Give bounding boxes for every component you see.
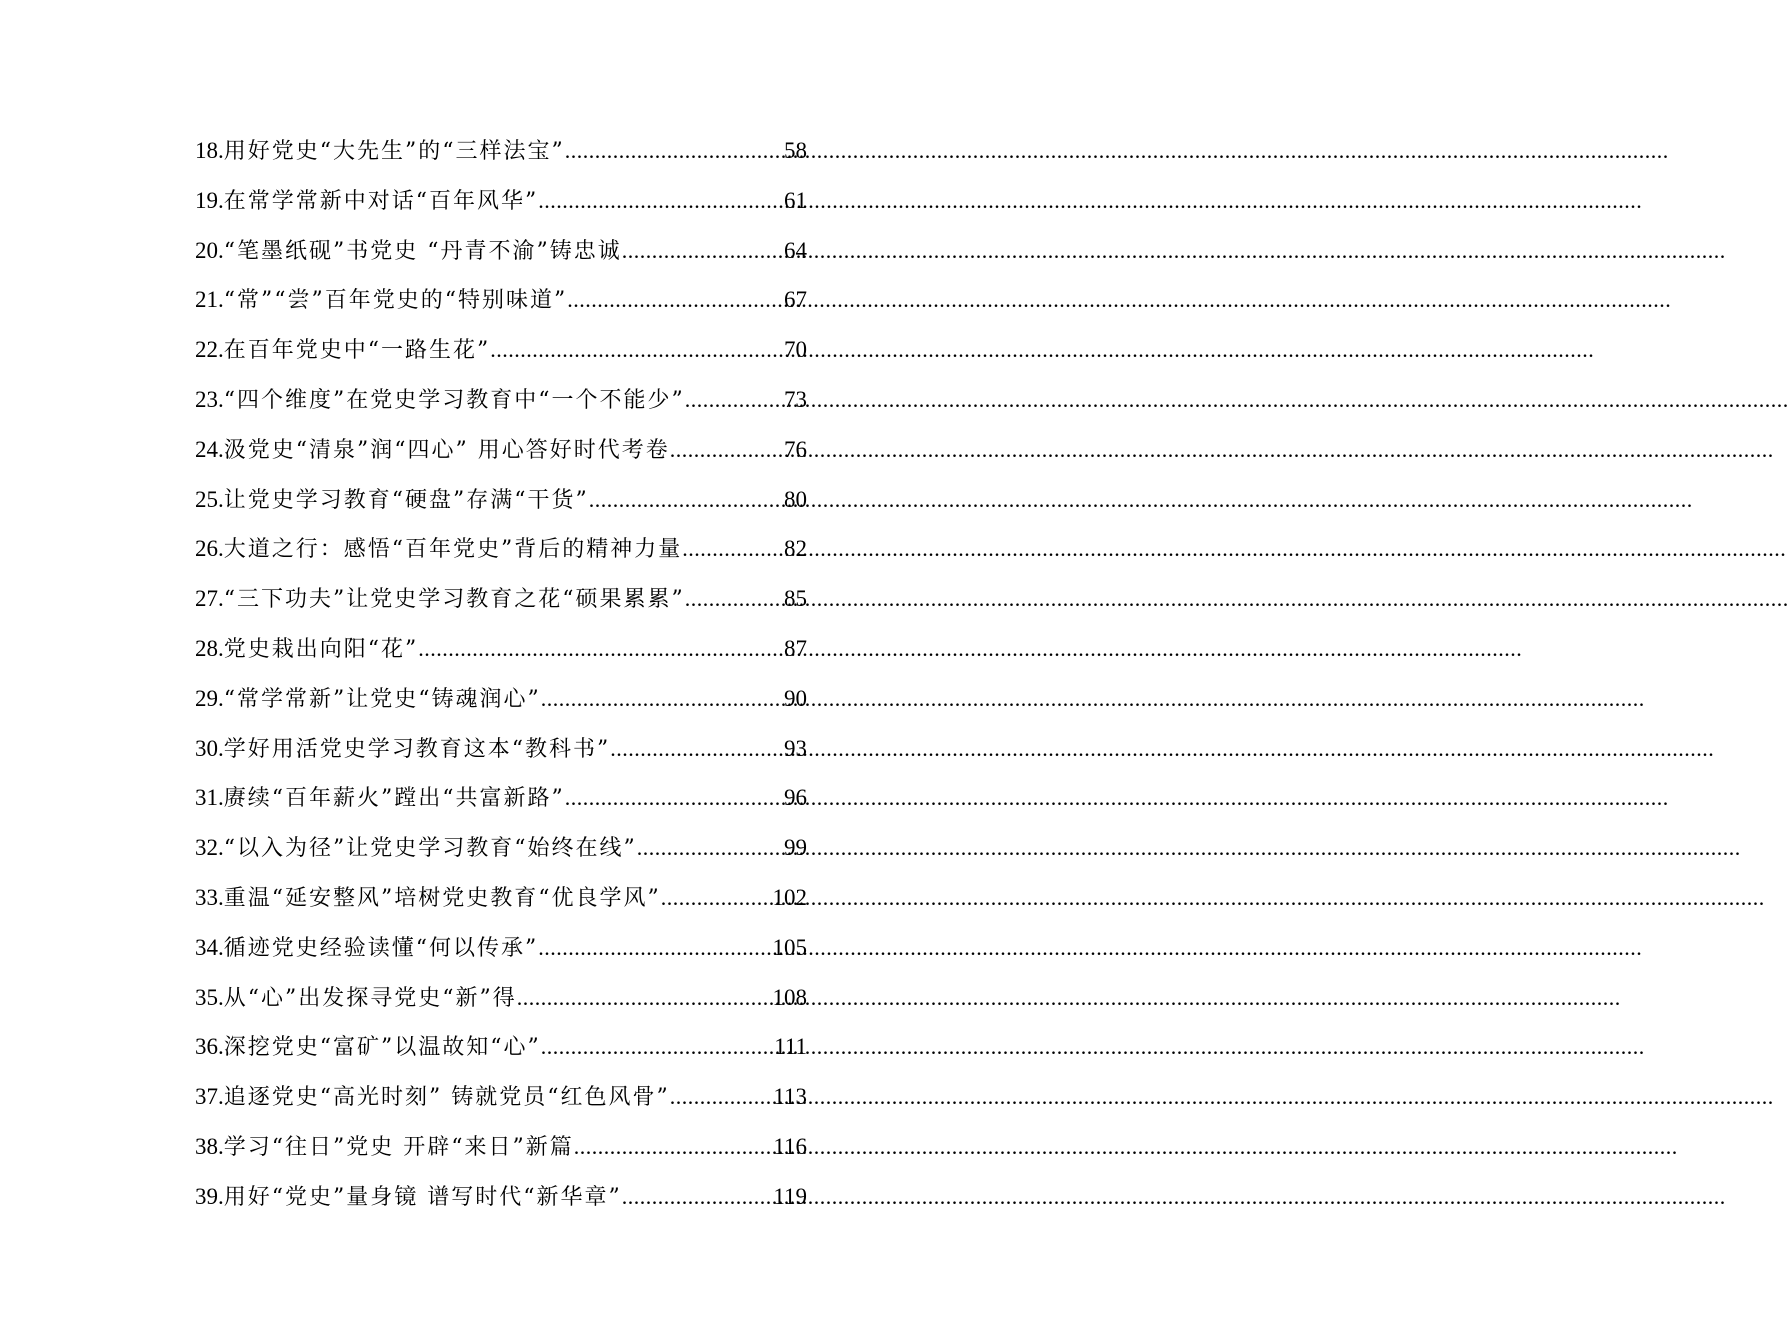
dot-leader: [538, 176, 784, 226]
dot-leader: [418, 624, 784, 674]
entry-title: 在百年党史中“一路生花”: [223, 338, 491, 364]
toc-entry-22[interactable]: [195, 325, 807, 375]
entry-page-number: 116: [773, 1133, 807, 1159]
entry-title: 学好用活党史学习教育这本“教科书”: [223, 736, 611, 762]
dot-leader: [685, 574, 784, 624]
entry-page-number: 61: [784, 187, 807, 213]
entry-number: 20.: [195, 237, 224, 263]
entry-title: 学习“往日”党史 开辟“来日”新篇: [223, 1134, 574, 1160]
entry-number: 24.: [195, 436, 224, 462]
entry-title: 重温“延安整风”培树党史教育“优良学风”: [223, 885, 661, 911]
entry-page-number: 93: [784, 735, 807, 761]
entry-page-number: 90: [784, 685, 807, 711]
entry-page-number: 76: [784, 436, 807, 462]
toc-entry-20[interactable]: [195, 226, 807, 276]
toc-entry-33[interactable]: [195, 873, 807, 923]
entry-page-number: 73: [784, 386, 807, 412]
toc-entry-36[interactable]: [195, 1022, 807, 1072]
entry-number: 27.: [195, 586, 224, 612]
entry-title: 让党史学习教育“硬盘”存满“干货”: [223, 487, 589, 513]
entry-title: 从“心”出发探寻党史“新”得: [223, 985, 517, 1011]
toc-entry-32[interactable]: [195, 823, 807, 873]
entry-page-number: 87: [784, 635, 807, 661]
entry-title: 追逐党史“高光时刻” 铸就党员“红色风骨”: [223, 1085, 670, 1111]
toc-entry-26[interactable]: [195, 524, 807, 574]
entry-title: 循迹党史经验读懂“何以传承”: [223, 935, 539, 961]
entry-title: 汲党史“清泉”润“四心” 用心答好时代考卷: [223, 437, 670, 463]
dot-leader: [538, 923, 772, 973]
dot-leader: [565, 126, 784, 176]
dot-leader: [682, 524, 784, 574]
toc-entry-37[interactable]: [195, 1072, 807, 1122]
toc-entry-19[interactable]: [195, 176, 807, 226]
toc-entry-29[interactable]: [195, 674, 807, 724]
entry-page-number: 119: [773, 1183, 807, 1209]
dot-leader: [541, 674, 784, 724]
entry-number: 32.: [195, 835, 224, 861]
toc-entry-25[interactable]: [195, 475, 807, 525]
entry-number: 36.: [195, 1034, 224, 1060]
entry-page-number: 64: [784, 237, 807, 263]
entry-number: 26.: [195, 536, 224, 562]
entry-page-number: 67: [784, 287, 807, 313]
entry-number: 18.: [195, 138, 224, 163]
dot-leader: [670, 425, 784, 475]
dot-leader: [565, 773, 784, 823]
entry-title: “常”“尝”百年党史的“特别味道”: [223, 288, 568, 314]
entry-page-number: 99: [784, 835, 807, 861]
entry-page-number: 70: [784, 337, 807, 363]
entry-number: 31.: [195, 785, 224, 811]
entry-page-number: 82: [784, 536, 807, 562]
toc-entry-30[interactable]: [195, 724, 807, 774]
toc-entry-21[interactable]: [195, 275, 807, 325]
entry-number: 23.: [195, 386, 224, 412]
entry-title: “以入为径”让党史学习教育“始终在线”: [223, 836, 637, 862]
entry-number: 37.: [195, 1084, 224, 1110]
entry-title: “常学常新”让党史“铸魂润心”: [223, 686, 541, 712]
toc-entry-28[interactable]: [195, 624, 807, 674]
entry-title: 在常学常新中对话“百年风华”: [223, 188, 539, 214]
dot-leader: [670, 1072, 774, 1122]
dot-leader: [622, 1172, 774, 1222]
dot-leader: [637, 823, 784, 873]
entry-number: 29.: [195, 685, 224, 711]
dot-leader: [622, 226, 784, 276]
entry-title: 赓续“百年薪火”蹚出“共富新路”: [223, 786, 565, 812]
entry-page-number: 58: [784, 138, 807, 163]
toc-entry-35[interactable]: [195, 973, 807, 1023]
toc-entry-31[interactable]: [195, 773, 807, 823]
dot-leader: [517, 973, 773, 1023]
entry-page-number: 80: [784, 486, 807, 512]
dot-leader: [567, 275, 784, 325]
entry-page-number: 102: [772, 884, 807, 910]
dot-leader: [685, 375, 784, 425]
toc-entry-27[interactable]: [195, 574, 807, 624]
dot-leader: [661, 873, 773, 923]
dot-leader: [490, 325, 784, 375]
toc-entry-23[interactable]: [195, 375, 807, 425]
entry-title: “笔墨纸砚”书党史 “丹青不渝”铸忠诚: [223, 238, 622, 264]
entry-page-number: 105: [772, 934, 807, 960]
toc-entry-38[interactable]: [195, 1122, 807, 1172]
entry-number: 22.: [195, 337, 224, 363]
toc-entry-39[interactable]: [195, 1172, 807, 1222]
entry-title: 党史栽出向阳“花”: [223, 636, 419, 662]
toc-entry-18[interactable]: [195, 126, 807, 176]
entry-number: 30.: [195, 735, 224, 761]
entry-page-number: 108: [772, 984, 807, 1010]
dot-leader: [574, 1122, 774, 1172]
table-of-contents: [195, 126, 807, 1222]
entry-title: “四个维度”在党史学习教育中“一个不能少”: [223, 387, 685, 413]
entry-number: 39.: [195, 1183, 224, 1209]
dot-leader: [610, 724, 784, 774]
toc-entry-24[interactable]: [195, 425, 807, 475]
entry-title: 大道之行：感悟“百年党史”背后的精神力量: [223, 537, 683, 563]
toc-entry-34[interactable]: [195, 923, 807, 973]
entry-number: 34.: [195, 934, 224, 960]
entry-title: 用好“党史”量身镜 谱写时代“新华章”: [223, 1184, 622, 1210]
entry-number: 19.: [195, 187, 224, 213]
entry-page-number: 113: [773, 1084, 807, 1110]
entry-title: “三下功夫”让党史学习教育之花“硕果累累”: [223, 587, 685, 613]
entry-title: 深挖党史“富矿”以温故知“心”: [223, 1035, 541, 1061]
entry-title: 用好党史“大先生”的“三样法宝”: [223, 139, 565, 164]
entry-number: 25.: [195, 486, 224, 512]
dot-leader: [589, 475, 784, 525]
dot-leader: [541, 1022, 774, 1072]
entry-number: 35.: [195, 984, 224, 1010]
entry-number: 21.: [195, 287, 224, 313]
entry-number: 33.: [195, 884, 224, 910]
entry-page-number: 85: [784, 586, 807, 612]
entry-number: 38.: [195, 1133, 224, 1159]
entry-number: 28.: [195, 635, 224, 661]
entry-page-number: 111: [774, 1034, 807, 1060]
entry-page-number: 96: [784, 785, 807, 811]
